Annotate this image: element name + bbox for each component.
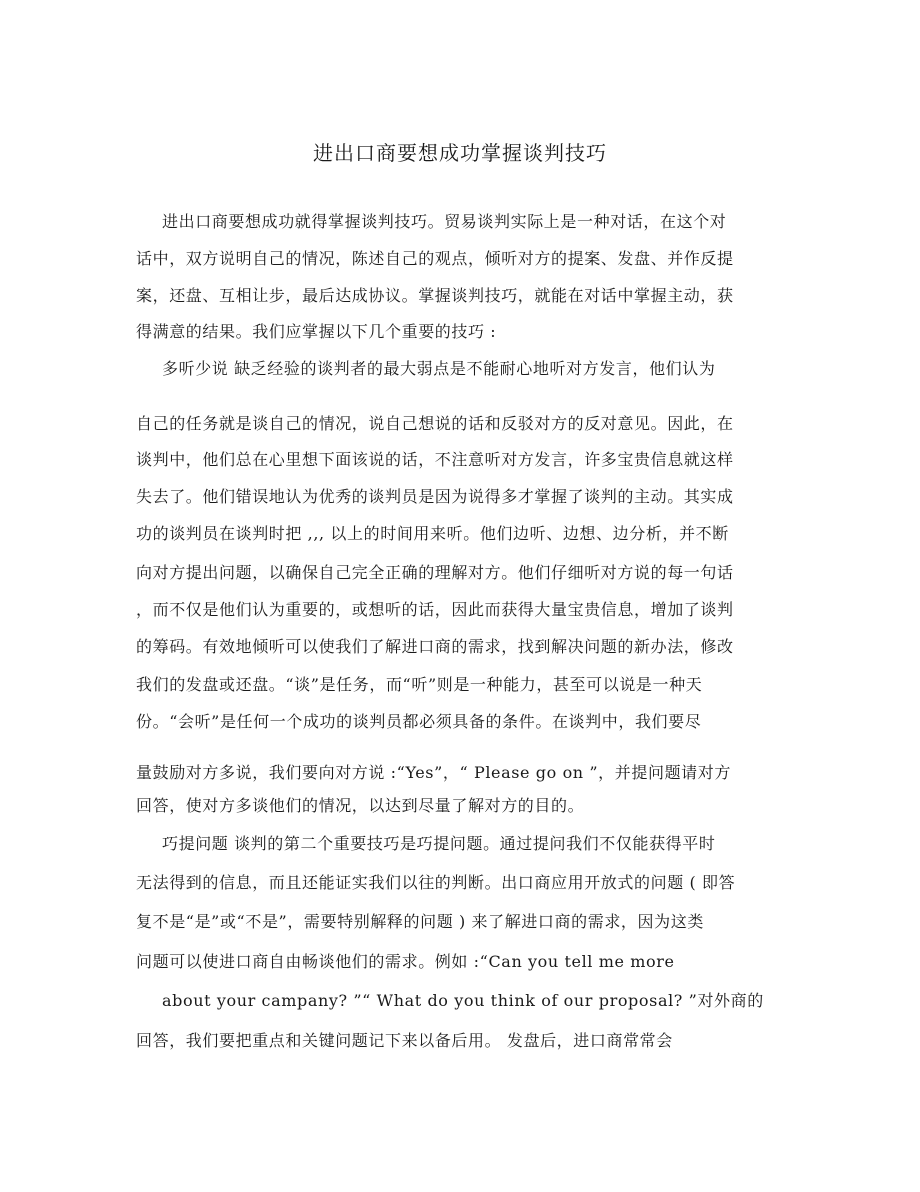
paragraph-line: 复不是“是”或“不是”，需要特别解释的问题 ) 来了解进口商的需求，因为这类 [136,912,704,931]
paragraph-line: 失去了。他们错误地认为优秀的谈判员是因为说得多才掌握了谈判的主动。其实成 [136,487,734,506]
paragraph-line: ，而不仅是他们认为重要的，或想听的话，因此而获得大量宝贵信息，增加了谈判 [136,600,734,619]
paragraph-line: 话中，双方说明自己的情况，陈述自己的观点，倾听对方的提案、发盘、并作反提 [136,249,734,268]
paragraph-line: 回答，使对方多谈他们的情况，以达到尽量了解对方的目的。 [136,796,585,815]
paragraph-line: 得满意的结果。我们应掌握以下几个重要的技巧 : [136,322,497,341]
paragraph-line: 量鼓励对方多说，我们要向对方说 :“Yes”，“ Please go on ”，并提问题请对方 [136,763,731,782]
paragraph-line: 份。“会听”是任何一个成功的谈判员都必须具备的条件。在谈判中，我们要尽 [136,712,702,731]
paragraph-line: 自己的任务就是谈自己的情况，说自己想说的话和反驳对方的反对意见。因此，在 [136,414,734,433]
paragraph-line: 的筹码。有效地倾听可以使我们了解进口商的需求，找到解决问题的新办法，修改 [136,637,734,656]
paragraph-line: 向对方提出问题，以确保自己完全正确的理解对方。他们仔细听对方说的每一句话 [136,563,734,582]
paragraph-line: 无法得到的信息，而且还能证实我们以往的判断。出口商应用开放式的问题 ( 即答 [136,873,736,892]
paragraph-line: 回答，我们要把重点和关键问题记下来以备后用。 发盘后，进口商常常会 [136,1031,673,1050]
paragraph-line: 问题可以使进口商自由畅谈他们的需求。例如 :“Can you tell me more [136,952,675,971]
paragraph-line: 进出口商要想成功就得掌握谈判技巧。贸易谈判实际上是一种对话，在这个对 [162,212,727,231]
document-title: 进出口商要想成功掌握谈判技巧 [313,141,607,165]
paragraph-line: 功的谈判员在谈判时把 ,,, 以上的时间用来听。他们边听、边想、边分析，并不断 [136,524,729,543]
paragraph-line: about your campany? ”“ What do you think of our proposal? ”对外商的 [162,991,764,1010]
paragraph-line: 多听少说 缺乏经验的谈判者的最大弱点是不能耐心地听对方发言，他们认为 [162,359,716,378]
paragraph-line: 我们的发盘或还盘。“谈”是任务，而“听”则是一种能力，甚至可以说是一种天 [136,675,703,694]
paragraph-line: 案，还盘、互相让步，最后达成协议。掌握谈判技巧，就能在对话中掌握主动，获 [136,286,734,305]
paragraph-line: 谈判中，他们总在心里想下面该说的话，不注意听对方发言，许多宝贵信息就这样 [136,450,734,469]
paragraph-line: 巧提问题 谈判的第二个重要技巧是巧提问题。通过提问我们不仅能获得平时 [162,834,716,853]
